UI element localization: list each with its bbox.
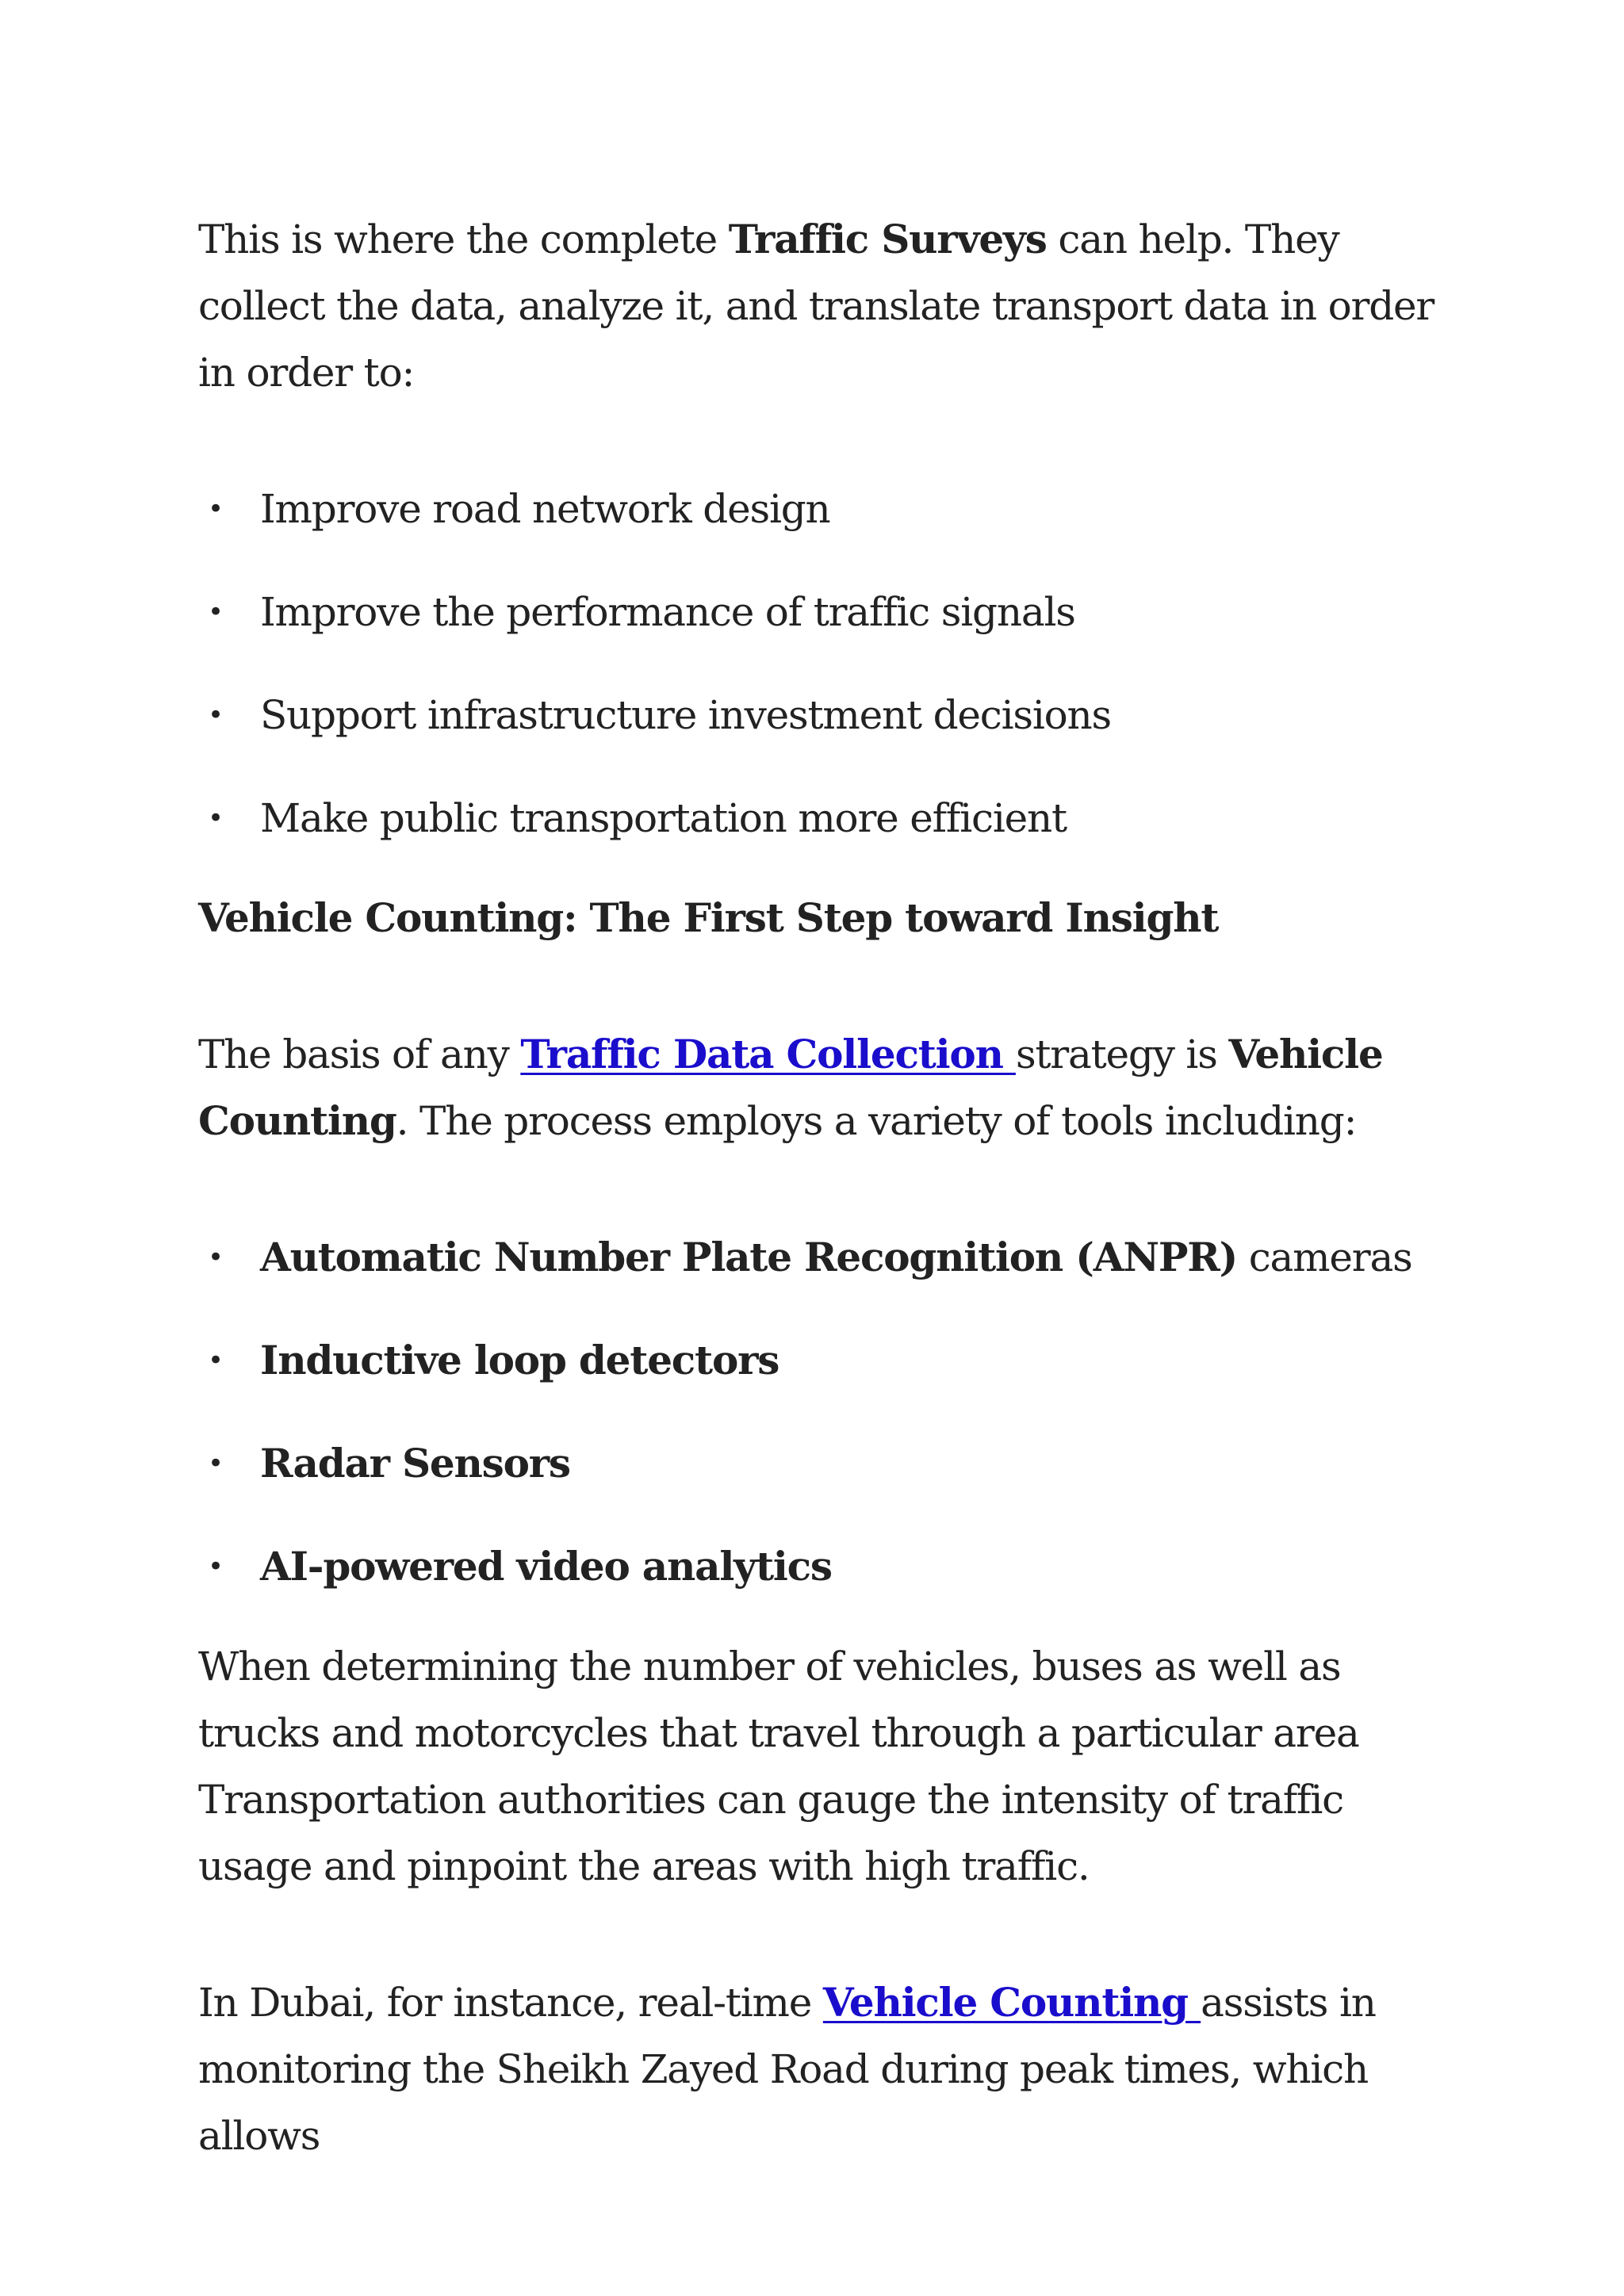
list-item: • Inductive loop detectors <box>198 1327 1451 1394</box>
intro-text-continued: can help. They collect the data, analyze it, and translate transport data in order in order to: <box>198 216 1434 396</box>
bullet-icon: • <box>208 699 223 731</box>
benefits-list <box>198 476 1451 851</box>
tools-list <box>198 1224 1451 1600</box>
list-item: • Make public transportation more efficient <box>198 785 1451 851</box>
bullet-icon: • <box>208 1345 223 1376</box>
basis-paragraph: The basis of any Traffic Data Collection strategy is Vehicle Counting. The process employs a variety of tools including: <box>198 1031 1383 1144</box>
list-item: • Improve road network design <box>198 476 1451 542</box>
intro-text: This is where the complete <box>198 216 729 262</box>
determining-paragraph: When determining the number of vehicles, buses as well as trucks and motorcycles that travel through a particular area Transportation authorities can gauge the intensity of traffic usage and pinpoint the areas with high traffic. <box>198 1644 1359 1889</box>
bullet-icon: • <box>208 1242 223 1273</box>
list-item: • Improve the performance of traffic signals <box>198 579 1451 645</box>
bullet-icon: • <box>208 493 223 525</box>
vehicle-counting-link[interactable]: Vehicle Counting <box>822 1979 1201 2026</box>
traffic-surveys-bold: Traffic Surveys <box>728 216 1047 262</box>
section-heading: Vehicle Counting: The First Step toward Insight <box>198 894 1219 941</box>
list-item: • Support infrastructure investment decisions <box>198 682 1451 748</box>
list-item: • AI-powered video analytics <box>198 1533 1451 1600</box>
bullet-icon: • <box>208 1448 223 1479</box>
bullet-icon: • <box>208 1551 223 1582</box>
bullet-icon: • <box>208 802 223 834</box>
vehicle-counting-bold: Vehicle Counting <box>198 1031 1383 1144</box>
list-item: • Radar Sensors <box>198 1430 1451 1497</box>
intro-paragraph <box>198 206 1451 406</box>
bullet-icon: • <box>208 596 223 628</box>
traffic-data-collection-link[interactable]: Traffic Data Collection <box>520 1031 1016 1077</box>
list-item: • Automatic Number Plate Recognition (ANPR) cameras <box>198 1224 1451 1291</box>
dubai-paragraph: In Dubai, for instance, real-time Vehicle Counting assists in monitoring the Sheikh Zayed Road during peak times, which allows <box>198 1979 1376 2159</box>
document-page <box>198 206 1451 2169</box>
